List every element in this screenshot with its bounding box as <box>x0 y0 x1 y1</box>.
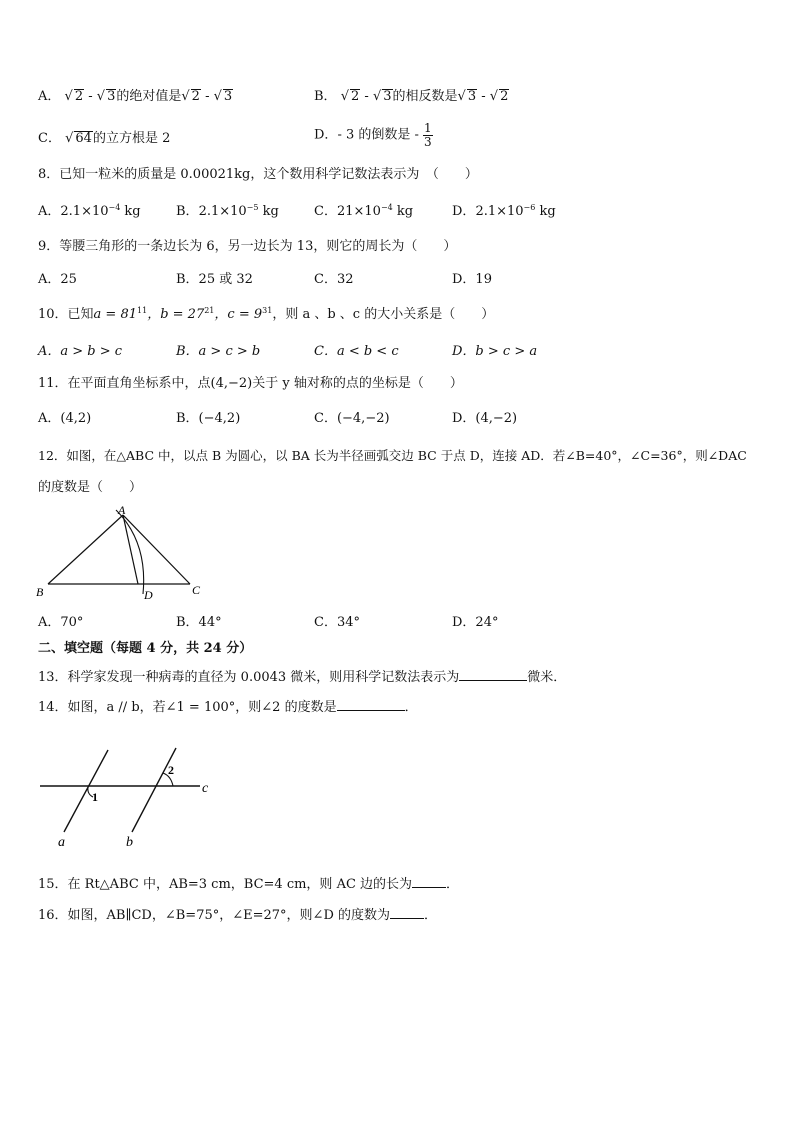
vertex-label-c: C <box>192 583 201 597</box>
sqrt-icon: √ <box>96 89 106 104</box>
q9-stem: 9．等腰三角形的一条边长为 6，另一边长为 13，则它的周长为（ ） <box>38 239 457 254</box>
radicand: 3 <box>107 89 116 104</box>
q16-text: 16．如图，AB∥CD，∠B=75°，∠E=27°，则∠D 的度数为 <box>38 908 391 923</box>
q10-prefix: 10．已知 <box>38 307 94 322</box>
radicand: 2 <box>351 89 360 104</box>
q8-option-b <box>176 204 279 220</box>
q10-option-b: B．a > c > b <box>176 344 261 359</box>
q15-answer-blank[interactable] <box>412 875 446 888</box>
option-exponent: −6 <box>523 203 536 212</box>
q8-stem: 8．已知一粒米的质量是 0.00021kg，这个数用科学记数法表示为 （ ） <box>38 167 478 182</box>
q16-line <box>38 906 437 924</box>
sqrt-icon: √ <box>181 89 190 104</box>
operator: - <box>477 89 490 104</box>
option-unit: kg <box>392 204 414 219</box>
option-label: C． <box>38 131 61 146</box>
sqrt-icon: √ <box>340 89 349 104</box>
line-label-c: c <box>202 781 209 796</box>
q10-option-a: A．a > b > c <box>38 344 123 359</box>
q11-option-d: D．(4,−2) <box>452 411 518 426</box>
line-label-a: a <box>58 835 65 850</box>
operator: - <box>200 89 214 104</box>
q16-suffix: ． <box>424 908 438 923</box>
q9-option-d: D．19 <box>452 272 492 287</box>
q11-option-a: A．(4,2) <box>38 411 92 426</box>
q12-option-a: A．70° <box>38 615 84 630</box>
q8-option-a <box>38 204 141 220</box>
q7-option-b <box>314 89 509 105</box>
q7-option-d <box>314 122 433 149</box>
vertex-label-b: B <box>36 585 44 599</box>
sqrt-icon: √ <box>65 131 74 146</box>
radicand: 2 <box>191 89 200 104</box>
option-unit: kg <box>535 204 556 219</box>
option-label: D． <box>314 127 338 143</box>
q13-text: 13．科学家发现一种病毒的直径为 0.0043 微米，则用科学记数法表示为 <box>38 670 460 685</box>
option-text: 的立方根是 2 <box>92 131 171 146</box>
radicand: 2 <box>500 89 509 104</box>
q13-line <box>38 668 566 686</box>
segment-ad <box>123 515 138 584</box>
sqrt-icon: √ <box>213 89 222 104</box>
q10-option-c: C．a < b < c <box>314 344 399 359</box>
sqrt-icon: √ <box>489 89 499 104</box>
option-exponent: −5 <box>246 203 259 212</box>
q10-option-d: D．b > c > a <box>452 344 538 359</box>
q12-stem-line2: 的度数是（ ） <box>38 480 143 495</box>
line-b <box>132 748 176 832</box>
option-base: 2.1×10 <box>60 204 109 219</box>
option-text: - 3 的倒数是 - <box>337 127 419 143</box>
operator: - <box>360 89 373 104</box>
option-label: B． <box>176 204 199 219</box>
q14-line <box>38 698 418 716</box>
q7-option-c <box>38 131 170 147</box>
fraction-denominator: 3 <box>424 135 432 149</box>
q15-text: 15．在 Rt△ABC 中，AB=3 cm，BC=4 cm，则 AC 边的长为 <box>38 877 413 892</box>
q16-answer-blank[interactable] <box>390 906 424 919</box>
vertex-label-d: D <box>144 588 153 602</box>
q10-b-expr: ，b = 27 <box>147 307 205 322</box>
q14-text: 14．如图，a // b，若∠1 = 100°，则∠2 的度数是 <box>38 700 337 715</box>
line-a <box>64 750 108 832</box>
radicand: 3 <box>223 89 233 104</box>
option-base: 2.1×10 <box>475 204 524 219</box>
q9-option-a: A．25 <box>38 272 77 287</box>
vertex-label-a: A <box>118 503 126 517</box>
option-base: 2.1×10 <box>198 204 247 219</box>
sqrt-icon: √ <box>457 89 466 104</box>
segment-ba <box>48 515 123 584</box>
sqrt-icon: √ <box>372 89 382 104</box>
option-text: 的绝对值是 <box>116 89 182 104</box>
option-label: A． <box>38 204 61 219</box>
q12-option-b: B．44° <box>176 615 222 630</box>
q8-option-d <box>452 204 556 220</box>
option-text: 的相反数是 <box>392 89 458 104</box>
q14-parallel-lines-figure <box>36 744 226 854</box>
q8-option-c <box>314 204 413 220</box>
q11-stem: 11．在平面直角坐标系中，点(4,−2)关于 y 轴对称的点的坐标是（ ） <box>38 376 463 391</box>
option-exponent: −4 <box>108 203 121 212</box>
q10-c-exponent: 31 <box>262 306 273 315</box>
option-unit: kg <box>120 204 141 219</box>
segment-ac <box>123 515 190 584</box>
q14-answer-blank[interactable] <box>337 698 405 711</box>
q13-suffix: 微米． <box>527 670 567 685</box>
operator: - <box>84 89 97 104</box>
section-title-fill-in: 二、填空题（每题 4 分，共 24 分） <box>38 641 253 656</box>
option-label: C． <box>314 204 337 219</box>
radicand: 64 <box>75 131 92 146</box>
q12-stem-line1: 12．如图，在△ABC 中，以点 B 为圆心，以 BA 长为半径画弧交边 BC 于点 D，连接 AD．若∠B=40°，∠C=36°，则∠DAC <box>38 448 747 463</box>
q15-suffix: ． <box>446 877 460 892</box>
q12-option-d: D．24° <box>452 615 499 630</box>
q10-a-exponent: 11 <box>137 306 148 315</box>
option-base: 21×10 <box>336 204 381 219</box>
q15-line <box>38 875 459 893</box>
q10-a-expr: a = 81 <box>93 307 137 322</box>
radicand: 2 <box>74 89 84 104</box>
option-exponent: −4 <box>380 203 393 212</box>
angle-label-1: 1 <box>92 790 98 804</box>
radicand: 3 <box>467 89 477 104</box>
q12-triangle-figure <box>30 502 230 602</box>
option-label: D． <box>452 204 476 219</box>
option-unit: kg <box>258 204 279 219</box>
sqrt-icon: √ <box>64 89 73 104</box>
q11-option-b: B．(−4,2) <box>176 411 241 426</box>
option-label: B． <box>314 89 337 104</box>
q10-b-exponent: 21 <box>204 306 215 315</box>
q12-option-c: C．34° <box>314 615 360 630</box>
angle-label-2: 2 <box>168 763 174 777</box>
q10-suffix: ，则 a 、b 、c 的大小关系是（ ） <box>272 307 495 322</box>
fraction <box>423 122 433 149</box>
radicand: 3 <box>383 89 392 104</box>
fraction-numerator: 1 <box>424 121 432 135</box>
q10-stem <box>38 307 494 323</box>
q10-c-expr: ，c = 9 <box>214 307 263 322</box>
q9-option-b: B．25 或 32 <box>176 272 253 287</box>
option-label: A． <box>38 89 61 104</box>
line-label-b: b <box>126 835 133 850</box>
q9-option-c: C．32 <box>314 272 354 287</box>
q13-answer-blank[interactable] <box>459 668 527 681</box>
q7-option-a <box>38 89 233 105</box>
q14-suffix: ． <box>404 700 418 715</box>
q11-option-c: C．(−4,−2) <box>314 411 390 426</box>
